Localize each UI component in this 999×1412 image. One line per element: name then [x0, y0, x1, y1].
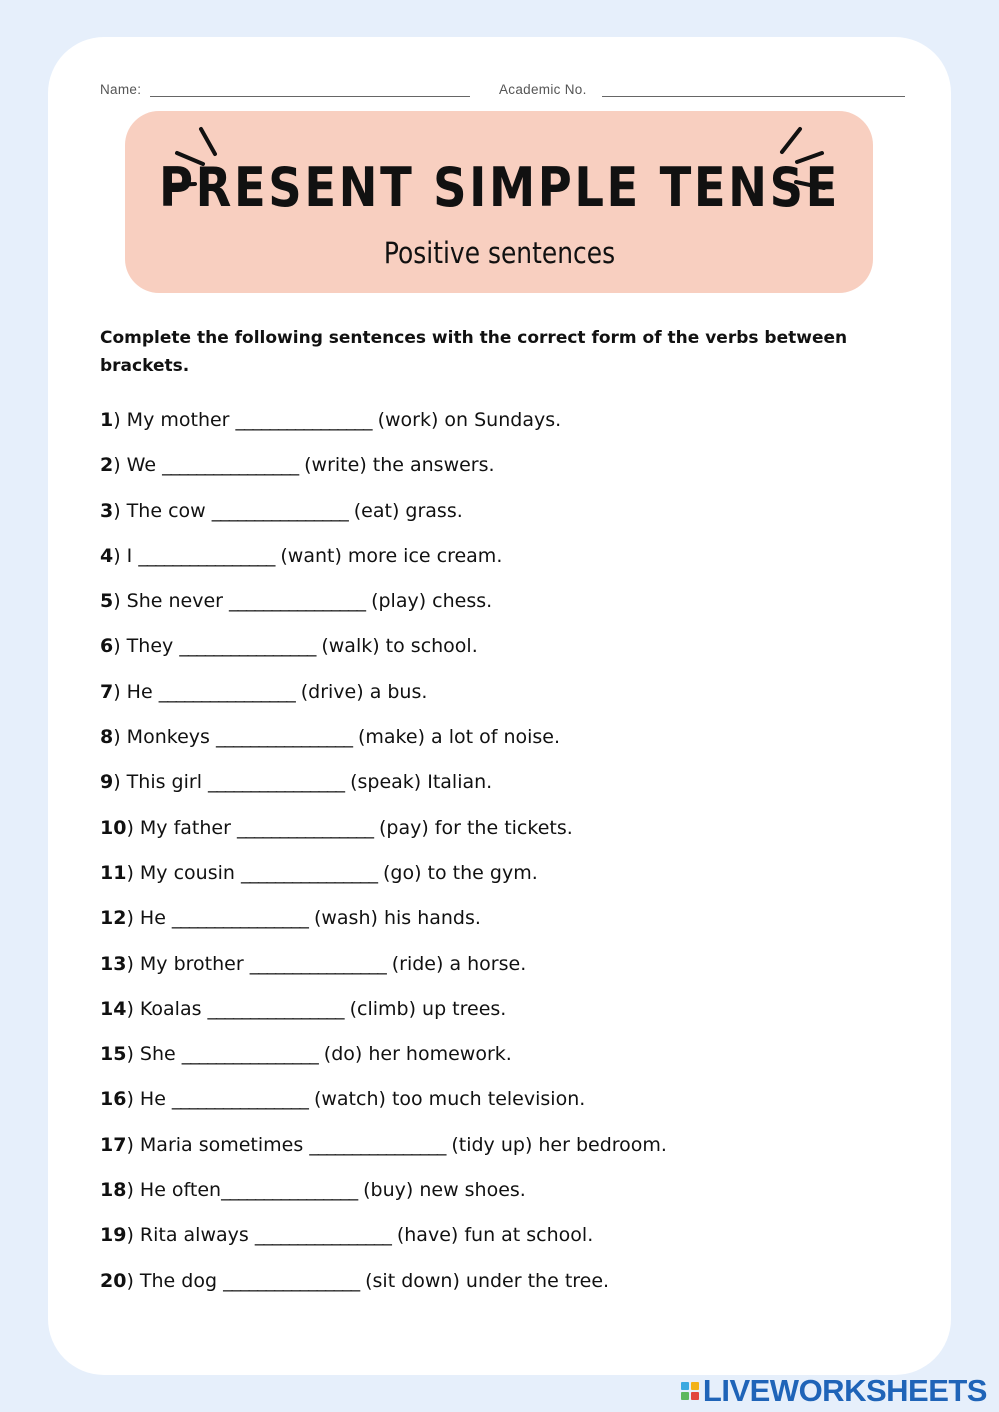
answer-blank[interactable]: ________________	[181, 1043, 318, 1066]
answer-blank[interactable]: ________________	[171, 1088, 308, 1111]
burst-ray	[782, 129, 800, 152]
sentence-end: (do) her homework.	[317, 1043, 512, 1066]
answer-blank[interactable]: ________________	[249, 952, 386, 975]
liveworksheets-icon	[681, 1382, 699, 1400]
exercise-number: 18	[100, 1179, 127, 1202]
sentence-end: (buy) new shoes.	[357, 1179, 526, 1202]
sentence-start: ) He	[126, 907, 172, 930]
exercise-item	[100, 1039, 667, 1084]
answer-blank[interactable]: ________________	[221, 1179, 358, 1202]
sentence-start: ) They	[113, 635, 180, 658]
answer-blank[interactable]: ________________	[223, 1269, 360, 1292]
sentence-start: ) Koalas	[126, 997, 208, 1020]
exercise-item	[100, 903, 667, 948]
exercise-item	[100, 1175, 667, 1220]
exercise-item	[100, 722, 667, 767]
sentence-end: (have) fun at school.	[390, 1224, 594, 1247]
answer-blank[interactable]: ________________	[179, 635, 316, 658]
sentence-end: (play) chess.	[365, 590, 493, 613]
sentence-start: ) He	[126, 1088, 172, 1111]
academic-number-label: Academic No.	[499, 82, 587, 97]
answer-blank[interactable]: ________________	[236, 816, 373, 839]
sentence-end: (tidy up) her bedroom.	[445, 1133, 667, 1156]
exercise-number: 9	[100, 771, 114, 794]
sentence-end: (make) a lot of noise.	[351, 726, 561, 749]
logo-square	[681, 1382, 689, 1390]
exercise-number: 16	[100, 1088, 127, 1111]
sentence-start: ) She never	[113, 590, 230, 613]
answer-blank[interactable]: ________________	[229, 590, 366, 613]
sentence-start: ) We	[113, 454, 163, 477]
exercise-number: 15	[100, 1043, 127, 1066]
exercise-list	[100, 405, 667, 1311]
instructions: Complete the following sentences with the correct form of the verbs between brackets.	[100, 328, 848, 376]
sentence-end: (wash) his hands.	[307, 907, 481, 930]
sentence-end: (drive) a bus.	[294, 680, 428, 703]
worksheet-title: PRESENT SIMPLE TENSE	[159, 156, 840, 219]
sentence-start: ) I	[113, 544, 139, 567]
exercise-number: 12	[100, 907, 127, 930]
exercise-item	[100, 586, 667, 631]
sentence-start: ) My father	[126, 816, 237, 839]
sentence-end: (watch) too much television.	[307, 1088, 586, 1111]
answer-blank[interactable]: ________________	[207, 997, 344, 1020]
sentence-start: ) Rita always	[126, 1224, 255, 1247]
exercise-item	[100, 1220, 667, 1265]
sentence-start: ) My brother	[126, 952, 250, 975]
exercise-item	[100, 767, 667, 812]
answer-blank[interactable]: ________________	[208, 771, 345, 794]
answer-blank[interactable]: ________________	[254, 1224, 391, 1247]
exercise-number: 6	[100, 635, 114, 658]
liveworksheets-logo	[681, 1373, 987, 1409]
exercise-number: 7	[100, 680, 114, 703]
answer-blank[interactable]: ________________	[240, 861, 377, 884]
sentence-start: ) He often	[126, 1179, 222, 1202]
sentence-start: ) My mother	[113, 409, 236, 431]
sentence-start: ) The dog	[126, 1269, 224, 1292]
sentence-end: (go) to the gym.	[376, 861, 538, 884]
sentence-start: ) This girl	[113, 771, 209, 794]
logo-text: LIVEWORKSHEETS	[702, 1373, 987, 1408]
exercise-number: 3	[100, 499, 114, 522]
exercise-number: 1	[100, 409, 114, 431]
sentence-end: (speak) Italian.	[344, 771, 493, 794]
logo-square	[691, 1392, 699, 1400]
sentence-end: (work) on Sundays.	[371, 409, 562, 431]
exercise-item	[100, 1130, 667, 1175]
answer-blank[interactable]: ________________	[211, 499, 348, 522]
sentence-start: ) He	[113, 680, 159, 703]
sentence-end: (ride) a horse.	[385, 952, 527, 975]
exercise-number: 8	[100, 726, 114, 749]
answer-blank[interactable]: ________________	[215, 726, 352, 749]
sentence-end: (pay) for the tickets.	[372, 816, 573, 839]
exercise-item	[100, 496, 667, 541]
answer-blank[interactable]: ________________	[171, 907, 308, 930]
logo-square	[681, 1392, 689, 1400]
sentence-start: ) The cow	[113, 499, 212, 522]
sentence-start: ) She	[126, 1043, 182, 1066]
exercise-item	[100, 541, 667, 586]
exercise-number: 11	[100, 861, 127, 884]
exercise-number: 19	[100, 1224, 127, 1247]
exercise-number: 5	[100, 590, 114, 613]
exercise-number: 20	[100, 1269, 127, 1292]
answer-blank[interactable]: ________________	[138, 544, 275, 567]
worksheet-subtitle: Positive sentences	[383, 236, 616, 270]
exercise-item	[100, 994, 667, 1039]
exercise-item	[100, 949, 667, 994]
answer-blank[interactable]: ________________	[158, 680, 295, 703]
exercise-number: 4	[100, 544, 114, 567]
sentence-end: (eat) grass.	[347, 499, 463, 522]
sentence-start: ) Maria sometimes	[126, 1133, 310, 1156]
answer-blank[interactable]: ________________	[235, 409, 372, 431]
exercise-item	[100, 1084, 667, 1129]
sentence-end: (want) more ice cream.	[274, 544, 503, 567]
exercise-item	[100, 631, 667, 676]
name-label: Name:	[100, 82, 142, 97]
sentence-end: (write) the answers.	[298, 454, 495, 477]
exercise-number: 2	[100, 454, 114, 477]
answer-blank[interactable]: ________________	[309, 1133, 446, 1156]
exercise-item	[100, 858, 667, 903]
burst-ray	[201, 129, 215, 154]
logo-square	[691, 1382, 699, 1390]
exercise-number: 13	[100, 952, 127, 975]
sentence-end: (climb) up trees.	[343, 997, 507, 1020]
exercise-item	[100, 1266, 667, 1311]
sentence-end: (walk) to school.	[315, 635, 478, 658]
exercise-number: 10	[100, 816, 127, 839]
answer-blank[interactable]: ________________	[162, 454, 299, 477]
sentence-end: (sit down) under the tree.	[359, 1269, 610, 1292]
exercise-item	[100, 677, 667, 722]
exercise-item	[100, 813, 667, 858]
exercise-item	[100, 405, 667, 450]
exercise-item	[100, 450, 667, 495]
exercise-number: 17	[100, 1133, 127, 1156]
sentence-start: ) Monkeys	[113, 726, 216, 749]
exercise-number: 14	[100, 997, 127, 1020]
sentence-start: ) My cousin	[126, 861, 241, 884]
